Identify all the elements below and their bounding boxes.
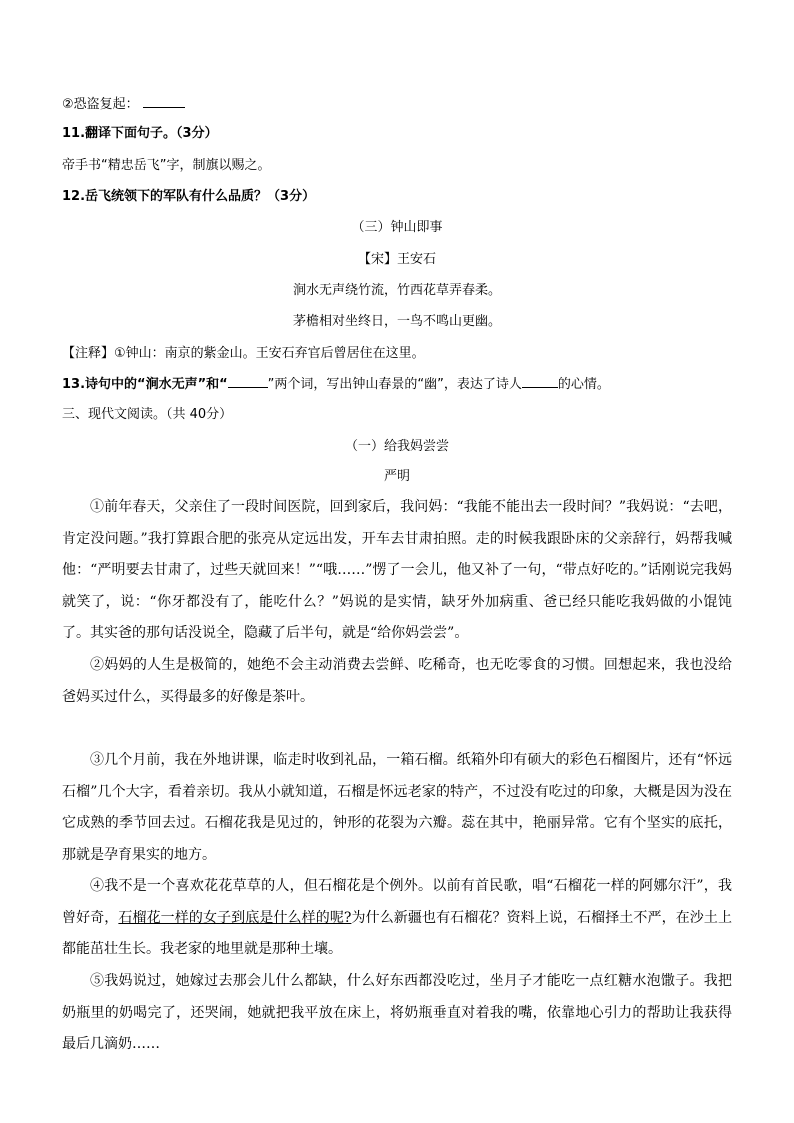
question-13 (62, 375, 610, 394)
paragraph-1: ①前年春天，父亲住了一段时间医院，回到家后，我问妈：“我能不能出去一段时间？”我妈说：“去吧，肯定没问题。”我打算跟合肥的张亮从定远出发，开车去甘肃拍照。走的时候我跟卧床的父亲辞行，妈帮我喊他：“严明要去甘肃了，过些天就回来！”“哦……”愣了一会儿，他又补了一句，“带点好吃的。”话刚说完我妈就笑了，说：“你牙都没有了，能吃什么？”妈说的是实情，缺牙外加病重、爸已经只能吃我妈做的小馄饨了。其实爸的那句话没说全，隐藏了后半句，就是“给你妈尝尝”。 (62, 499, 732, 641)
article-title: （一）给我妈尝尝 (344, 439, 449, 454)
poem-author: 【宋】王安石 (357, 252, 436, 267)
question-11-title: 11.翻译下面句子。（3分） (62, 126, 218, 141)
question-11-sentence: 帝手书“精忠岳飞”字，制旗以赐之。 (62, 158, 271, 173)
article-author: 严明 (383, 469, 410, 484)
question-12-title: 12.岳飞统领下的军队有什么品质？（3分） (62, 189, 316, 204)
question-13-part-3: 的心情。 (557, 377, 610, 392)
paragraph-5: ⑤我妈说过，她嫁过去那会儿什么都缺，什么好东西都没吃过，坐月子才能吃一点红糖水泡馓子。我把奶瓶里的奶喝完了，还哭闹，她就把我平放在床上，将奶瓶垂直对着我的嘴，依靠地心引力的帮助让我获得最后几滴奶…… (62, 973, 732, 1052)
poem-line-1: 涧水无声绕竹流，竹西花草弄春柔。 (292, 283, 501, 298)
section-3-title: 三、现代文阅读。（共 40分） (62, 407, 233, 422)
paragraph-4-text-b: 为什么新疆也有石榴花？资料上说，石榴择土不严，在沙土上都能茁壮生长。我老家的地里就是那种土壤。 (62, 909, 732, 957)
q10-item-2-text: ②恐盗复起： (62, 97, 139, 112)
paragraph-3: ③几个月前，我在外地讲课，临走时收到礼品，一箱石榴。纸箱外印有硕大的彩色石榴图片，还有“怀远石榴”几个大字，看着亲切。我从小就知道，石榴是怀远老家的特产，不过没有吃过的印象，大概是因为没在它成熟的季节回去过。石榴花我是见过的，钟形的花裂为六瓣。蕊在其中，艳丽异常。它有个坚实的底托，那就是孕育果实的地方。 (62, 752, 732, 863)
paragraph-4-text-a: ④我不是一个喜欢花花草草的人，但石榴花是个例外。以前有首民歌，唱“石榴花一样的阿娜尔汗”，我曾好奇， (62, 878, 732, 926)
question-13-part-1: 13.诗句中的“涧水无声”和“ (62, 377, 228, 392)
poem-note: 【注释】①钟山：南京的紫金山。王安石弃官后曾居住在这里。 (62, 346, 425, 361)
paragraph-2: ②妈妈的人生是极简的，她绝不会主动消费去尝鲜、吃稀奇，也无吃零食的习惯。回想起来，我也没给爸妈买过什么，买得最多的好像是茶叶。 (62, 657, 732, 705)
answer-blank[interactable] (143, 95, 185, 108)
answer-blank[interactable] (228, 375, 268, 388)
paragraph-4-underlined: 石榴花一样的女子到底是什么样的呢? (118, 909, 352, 926)
answer-blank[interactable] (522, 375, 558, 388)
poem-section-title: （三）钟山即事 (351, 220, 443, 235)
poem-line-2: 茅檐相对坐终日，一鸟不鸣山更幽。 (292, 314, 501, 329)
question-13-part-2: ”两个词，写出钟山春景的“幽”，表达了诗人 (267, 377, 522, 392)
q10-item-2 (62, 95, 185, 114)
paragraph-4 (62, 871, 732, 966)
